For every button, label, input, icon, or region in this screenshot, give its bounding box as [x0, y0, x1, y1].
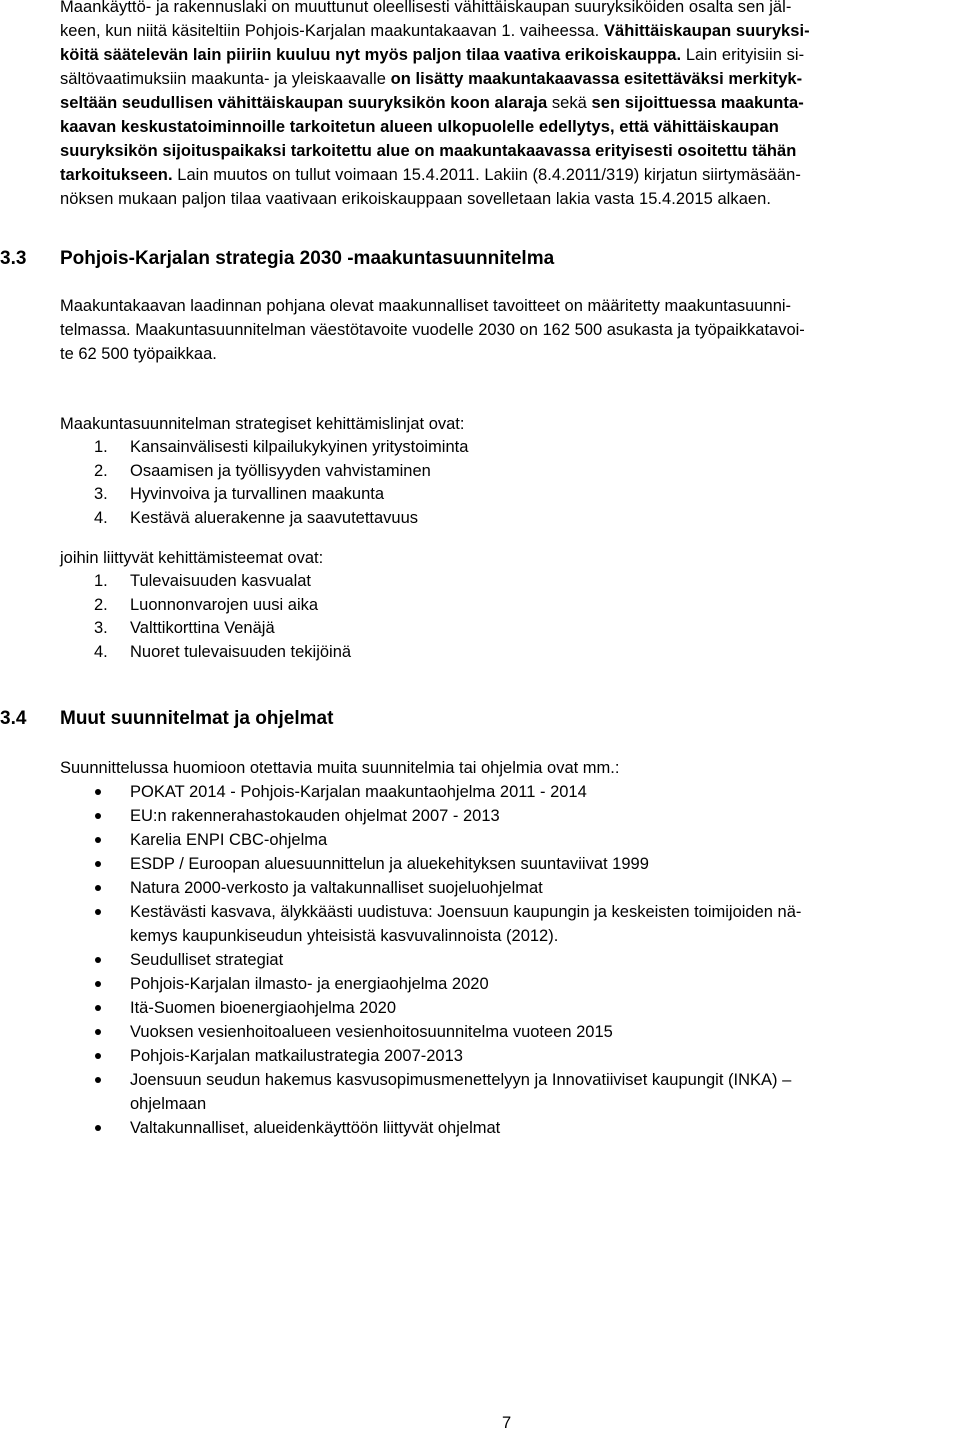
list-item [60, 436, 468, 460]
text-line: Maakuntakaavan laadinnan pohjana olevat maakunnalliset tavoitteet on määritetty maakuntasuunni- [60, 297, 792, 315]
list-item-text: ESDP / Euroopan aluesuunnittelun ja aluekehityksen suuntaviivat 1999 [130, 855, 649, 873]
text-line: suuryksikön sijoituspaikaksi tarkoitettu alue on maakuntakaavassa erityisesti osoitettu tähän [60, 142, 797, 160]
list-item-text: Itä-Suomen bioenergiaohjelma 2020 [130, 999, 397, 1017]
text-line: keen, kun niitä käsiteltiin Pohjois-Karjalan maakuntakaavan 1. vaiheessa. Vähittäiskaupan suuryksi- [60, 22, 810, 40]
list-item [60, 1068, 801, 1116]
section-number: 3.3 [0, 248, 27, 269]
list-item [60, 996, 801, 1020]
list-item-text: Joensuun seudun hakemus kasvusopimusmenettelyyn ja Innovatiiviset kaupungit (INKA) – [130, 1071, 792, 1089]
list-item-text: Pohjois-Karjalan ilmasto- ja energiaohjelma 2020 [130, 975, 489, 993]
list-item-text: Vuoksen vesienhoitoalueen vesienhoitosuunnitelma vuoteen 2015 [130, 1023, 613, 1041]
text-line: Maankäyttö- ja rakennuslaki on muuttunut oleellisesti vähittäiskaupan suuryksiköiden osalta sen jäl- [60, 0, 792, 16]
list-item-text: Valttikorttina Venäjä [130, 619, 275, 637]
list-item [60, 1020, 801, 1044]
list-item-text: Seudulliset strategiat [130, 951, 284, 969]
list-item-text: Kestävä aluerakenne ja saavutettavuus [130, 508, 419, 527]
list-item [60, 900, 801, 948]
bullet-icon [95, 813, 101, 819]
list-item-number: 1. [94, 438, 108, 456]
list-item [60, 617, 351, 641]
bullet-icon [95, 1125, 101, 1131]
strategic-lines-heading: Maakuntasuunnitelman strategiset kehittämislinjat ovat: [60, 415, 465, 433]
list-item-text: Tulevaisuuden kasvualat [130, 572, 312, 590]
themes-heading: joihin liittyvät kehittämisteemat ovat: [60, 549, 324, 567]
list-item-text: Kestävästi kasvava, älykkäästi uudistuva: Joensuun kaupungin ja keskeisten toimijoiden nä- [130, 903, 802, 921]
list-item [60, 460, 468, 484]
bullet-icon [95, 1077, 101, 1083]
list-item-number: 3. [94, 485, 108, 503]
list-item [60, 641, 351, 665]
bullet-icon [95, 1053, 101, 1059]
list-item [60, 1116, 801, 1140]
list-item-text: kemys kaupunkiseudun yhteisistä kasvuvalinnoista (2012). [130, 927, 559, 945]
bullet-icon [95, 981, 101, 987]
list-item-number: 2. [94, 595, 108, 614]
text-line: te 62 500 työpaikkaa. [60, 345, 217, 363]
list-item [60, 570, 351, 594]
text-line: köitä säätelevän lain piiriin kuuluu nyt myös paljon tilaa vaativa erikoiskauppa. Lain erityisiin si- [60, 46, 805, 64]
list-item [60, 780, 801, 804]
section-title: Muut suunnitelmat ja ohjelmat [60, 708, 334, 729]
text-line: sältövaatimuksiin maakunta- ja yleiskaavalle on lisätty maakuntakaavassa esitettäväksi merkityk- [60, 70, 803, 88]
text-line: seltään seudullisen vähittäiskaupan suuryksikön koon alaraja sekä sen sijoittuessa maakunta- [60, 94, 804, 112]
bullet-icon [95, 789, 101, 795]
section-heading-3-4 [0, 708, 334, 730]
list-item-text: Valtakunnalliset, alueidenkäyttöön liittyvät ohjelmat [130, 1119, 501, 1137]
list-item [60, 876, 801, 900]
bullet-icon [95, 861, 101, 867]
intro-paragraph [60, 0, 924, 211]
list-item [60, 507, 468, 531]
list-item-text: Kansainvälisesti kilpailukykyinen yritystoiminta [130, 438, 469, 456]
plans-bullet-list [60, 780, 801, 1140]
bullet-icon [95, 837, 101, 843]
list-item-text: Nuoret tulevaisuuden tekijöinä [130, 642, 352, 661]
section-number: 3.4 [0, 708, 27, 729]
text-line: kaavan keskustatoiminnoille tarkoitetun alueen ulkopuolelle edellytys, että vähittäiskaupan [60, 118, 779, 136]
section-title: Pohjois-Karjalan strategia 2030 -maakuntasuunnitelma [60, 248, 555, 269]
list-item-text: Natura 2000-verkosto ja valtakunnalliset suojeluohjelmat [130, 879, 543, 897]
list-item [60, 972, 801, 996]
list-item [60, 948, 801, 972]
section-3-4-intro: Suunnittelussa huomioon otettavia muita suunnitelmia tai ohjelmia ovat mm.: [60, 759, 620, 777]
bullet-icon [95, 957, 101, 963]
list-item [60, 594, 351, 618]
list-item-text: Hyvinvoiva ja turvallinen maakunta [130, 485, 385, 503]
list-item-text: POKAT 2014 - Pohjois-Karjalan maakuntaohjelma 2011 - 2014 [130, 783, 587, 801]
strategic-lines-list [60, 436, 468, 530]
bullet-icon [95, 1005, 101, 1011]
text-line: telmassa. Maakuntasuunnitelman väestötavoite vuodelle 2030 on 162 500 asukasta ja työpaikkatavoi- [60, 321, 805, 339]
list-item [60, 804, 801, 828]
list-item-text: Pohjois-Karjalan matkailustrategia 2007-2013 [130, 1047, 463, 1065]
list-item-text: Luonnonvarojen uusi aika [130, 595, 319, 614]
list-item-text: Osaamisen ja työllisyyden vahvistaminen [130, 461, 431, 480]
list-item [60, 483, 468, 507]
list-item-text: ohjelmaan [130, 1095, 207, 1113]
section-heading-3-3 [0, 248, 555, 270]
bullet-icon [95, 1029, 101, 1035]
list-item [60, 828, 801, 852]
list-item-number: 4. [94, 642, 108, 661]
list-item-number: 3. [94, 619, 108, 637]
bullet-icon [95, 885, 101, 891]
list-item [60, 1044, 801, 1068]
list-item-number: 4. [94, 508, 108, 527]
list-item [60, 852, 801, 876]
list-item-text: Karelia ENPI CBC-ohjelma [130, 831, 328, 849]
bullet-icon [95, 909, 101, 915]
list-item-text: EU:n rakennerahastokauden ohjelmat 2007 - 2013 [130, 807, 500, 825]
text-line: tarkoitukseen. Lain muutos on tullut voimaan 15.4.2011. Lakiin (8.4.2011/319) kirjatun siirtymäsään- [60, 166, 801, 184]
page-number: 7 [502, 1414, 512, 1432]
section-3-3-paragraph [60, 294, 924, 366]
development-themes-list [60, 570, 351, 664]
list-item-number: 1. [94, 572, 108, 590]
list-item-number: 2. [94, 461, 108, 480]
text-line: nöksen mukaan paljon tilaa vaativaan erikoiskauppaan sovelletaan lakia vasta 15.4.2015 alkaen. [60, 190, 772, 208]
